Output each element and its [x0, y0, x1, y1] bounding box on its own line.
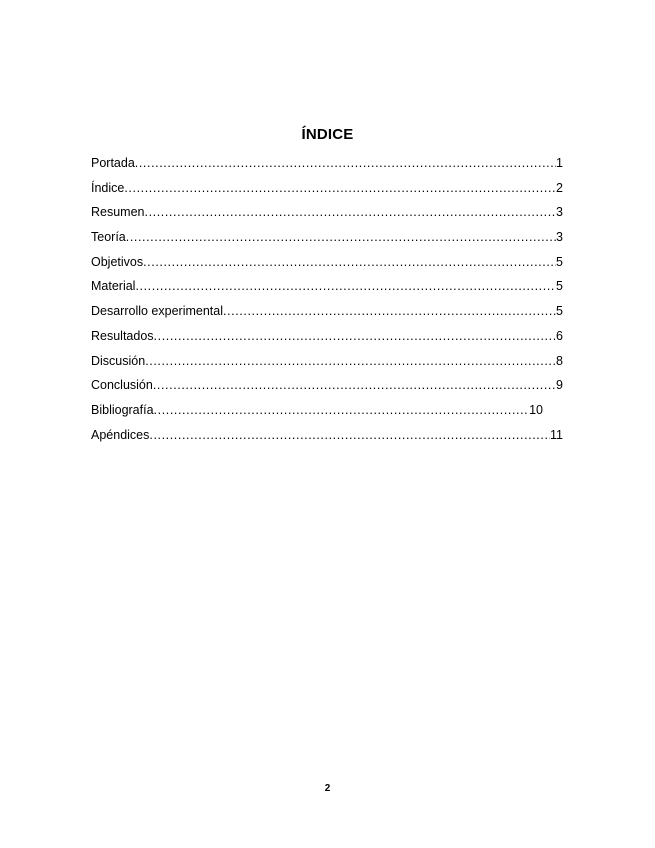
toc-entry-page: 3: [556, 205, 563, 220]
toc-entry-page: 2: [556, 180, 563, 195]
toc-entry-label: Desarrollo experimental: [91, 304, 224, 319]
toc-entry-page: 9: [556, 378, 563, 393]
toc-entry: [91, 427, 563, 452]
toc-entry: [91, 353, 563, 378]
toc-entry-label: Discusión: [91, 353, 146, 368]
toc-dot-leader: [154, 402, 530, 418]
toc-entry-label: Índice: [91, 180, 125, 195]
toc-entry: [91, 402, 543, 427]
toc-entry: [91, 180, 563, 205]
page-number: 2: [324, 783, 331, 794]
toc-dot-leader: [126, 229, 556, 245]
toc-dot-leader: [124, 180, 556, 196]
toc-dot-leader: [149, 427, 550, 443]
toc-entry-label: Objetivos: [91, 254, 144, 269]
toc-dot-leader: [223, 303, 556, 319]
toc-entry-label: Teoría: [91, 230, 126, 245]
toc-entry-page: 5: [556, 279, 563, 294]
toc-entry-label: Portada: [91, 156, 135, 170]
toc-entry-label: Resumen: [91, 205, 145, 220]
toc-entry-page: 6: [556, 328, 563, 343]
toc-dot-leader: [135, 278, 556, 294]
toc-entry-page: 5: [556, 304, 563, 319]
toc-entry: [91, 229, 563, 254]
toc-entry: [91, 254, 563, 279]
toc-dot-leader: [145, 204, 557, 220]
toc-entry: [91, 204, 563, 229]
toc-entry-label: Conclusión: [91, 378, 153, 393]
toc-entry-label: Bibliografía: [91, 402, 154, 417]
toc-entry-page: 11: [550, 427, 563, 442]
page-title: ÍNDICE: [301, 126, 354, 143]
toc-entry-label: Apéndices: [91, 427, 150, 442]
toc-entry-label: Material: [91, 279, 136, 294]
toc-dot-leader: [154, 328, 557, 344]
toc-dot-leader: [135, 155, 556, 171]
toc-entry-page: 1: [556, 156, 563, 170]
toc-entry-page: 10: [529, 402, 543, 417]
toc-entry: [91, 278, 563, 303]
toc-entry-page: 3: [556, 230, 563, 245]
toc-entry: [91, 377, 563, 402]
toc-dot-leader: [145, 353, 556, 369]
toc-dot-leader: [143, 254, 556, 270]
toc-entry: [91, 328, 563, 353]
toc-entry-page: 5: [556, 254, 563, 269]
toc-entry: [91, 155, 563, 180]
toc-entry-page: 8: [556, 353, 563, 368]
table-of-contents: [91, 155, 563, 451]
toc-entry: [91, 303, 563, 328]
toc-dot-leader: [153, 377, 556, 393]
toc-entry-label: Resultados: [91, 328, 154, 343]
